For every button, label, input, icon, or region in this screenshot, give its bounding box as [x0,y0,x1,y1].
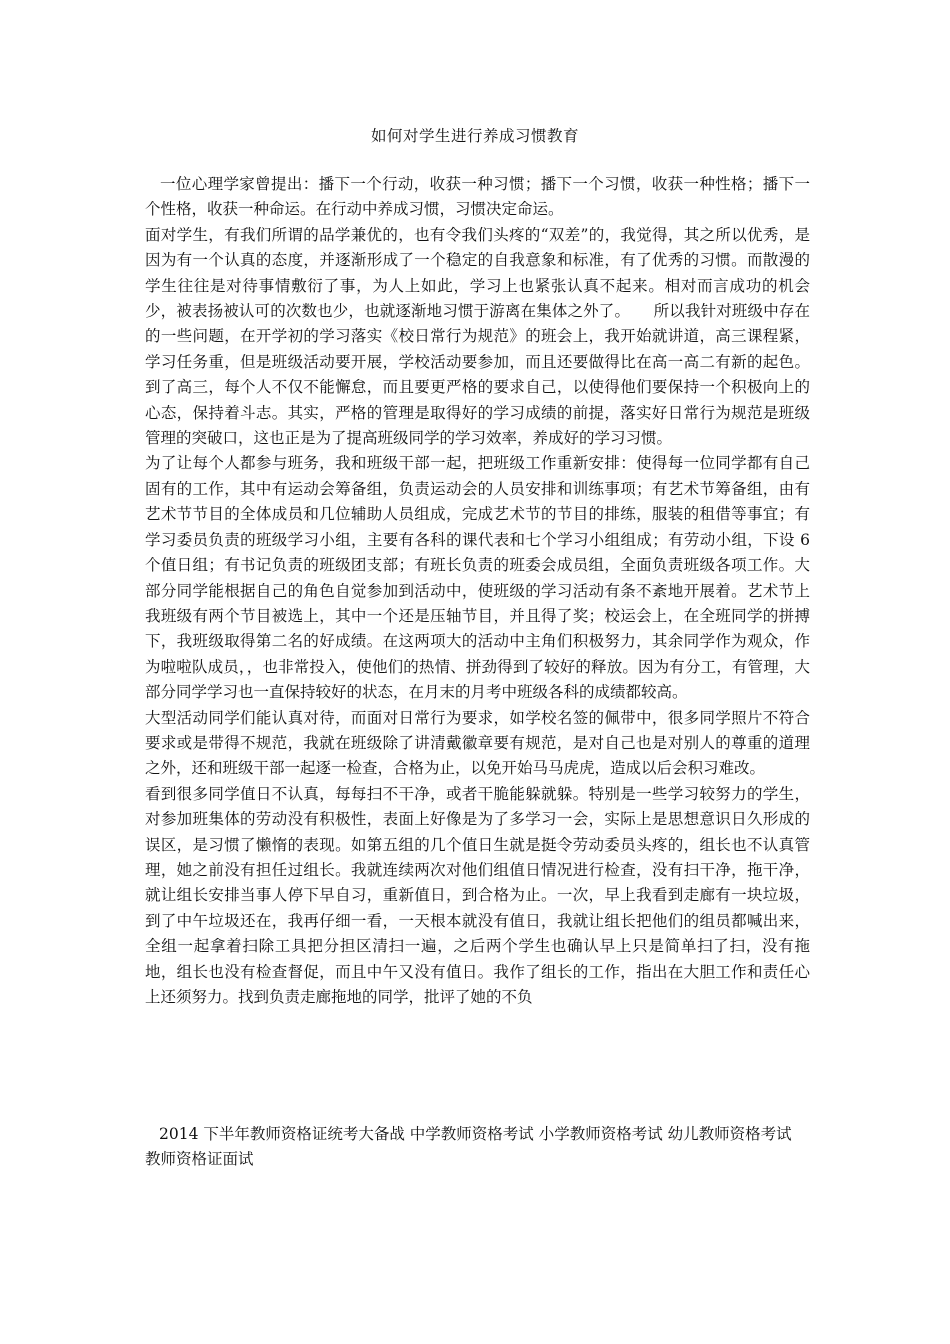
paragraph-5: 看到很多同学值日不认真，每每扫不干净，或者干脆能躲就躲。特别是一些学习较努力的学生，对参加班集体的劳动没有积极性，表面上好像是为了多学习一会，实际上是思想意识日久形成的误区，是习惯了懒惰的表现。如第五组的几个值日生就是挺令劳动委员头疼的，组长也不认真管理，她之前没有担任过组长。我就连续两次对他们组值日情况进行检查，没有扫干净，拖干净，就让组长安排当事人停下早自习，重新值日，到合格为止。一次，早上我看到走廊有一块垃圾，到了中午垃圾还在，我再仔细一看，一天根本就没有值日，我就让组长把他们的组员都喊出来，全组一起拿着扫除工具把分担区清扫一遍，之后两个学生也确认早上只是简单扫了扫，没有拖地，组长也没有检查督促，而且中午又没有值日。我作了组长的工作，指出在大胆工作和责任心上还须努力。找到负责走廊拖地的同学，批评了她的不负 [145,784,810,1006]
paragraph-1: 一位心理学家曾提出：播下一个行动，收获一种习惯；播下一个习惯，收获一种性格；播下一个性格，收获一种命运。在行动中养成习惯，习惯决定命运。 [145,175,810,219]
document-body [145,172,810,1010]
paragraph-2: 面对学生，有我们所谓的品学兼优的，也有令我们头疼的“双差”的，我觉得，其之所以优秀，是因为有一个认真的态度，并逐渐形成了一个稳定的自我意象和标准，有了优秀的习惯。而散漫的学生往往是对待事情敷衍了事，为人上如此，学习上也紧张认真不起来。相对而言成功的机会少，被表扬被认可的次数也少，也就逐渐地习惯于游离在集体之外了。 所以我针对班级中存在的一些问题，在开学初的学习落实《校日常行为规范》的班会上，我开始就讲道，高三课程紧，学习任务重，但是班级活动要开展，学校活动要参加，而且还要做得比在高一高二有新的起色。到了高三，每个人不仅不能懈怠，而且要更严格的要求自己，以使得他们要保持一个积极向上的心态，保持着斗志。其实，严格的管理是取得好的学习成绩的前提，落实好日常行为规范是班级管理的突破口，这也正是为了提高班级同学的学习效率，养成好的学习习惯。 [145,225,810,448]
paragraph-4: 大型活动同学们能认真对待，而面对日常行为要求，如学校名签的佩带中，很多同学照片不符合要求或是带得不规范，我就在班级除了讲清戴徽章要有规范，是对自己也是对别人的尊重的道理之外，还和班级干部一起逐一检查，合格为止，以免开始马马虎虎，造成以后会积习难改。 [145,708,810,778]
document-title: 如何对学生进行养成习惯教育 [370,127,579,145]
paragraph-3: 为了让每个人都参与班务，我和班级干部一起，把班级工作重新安排：使得每一位同学都有自己固有的工作，其中有运动会筹备组，负责运动会的人员安排和训练事项；有艺术节筹备组，由有艺术节节目的全体成员和几位辅助人员组成，完成艺术节的节目的排练，服装的租借等事宜；有学习委员负责的班级学习小组，主要有各科的课代表和七个学习小组组成；有劳动小组，下设 6 个值日组；有书记负责的班级团支部；有班长负责的班委会成员组，全面负责班级各项工作。大部分同学能根据自己的角色自觉参加到活动中，使班级的学习活动有条不紊地开展着。艺术节上我班级有两个节目被选上，其中一个还是压轴节目，并且得了奖；校运会上，在全班同学的拼搏下，我班级取得第二名的好成绩。在这两项大的活动中主角们积极努力，其余同学作为观众，作为啦啦队成员，，也非常投入，使他们的热情、拼劲得到了较好的释放。因为有分工，有管理，大部分同学学习也一直保持较好的状态，在月末的月考中班级各科的成绩都较高。 [145,454,810,702]
footer-note: 2014 下半年教师资格证统考大备战 中学教师资格考试 小学教师资格考试 幼儿教师资格考试 教师资格证面试 [145,1125,792,1169]
